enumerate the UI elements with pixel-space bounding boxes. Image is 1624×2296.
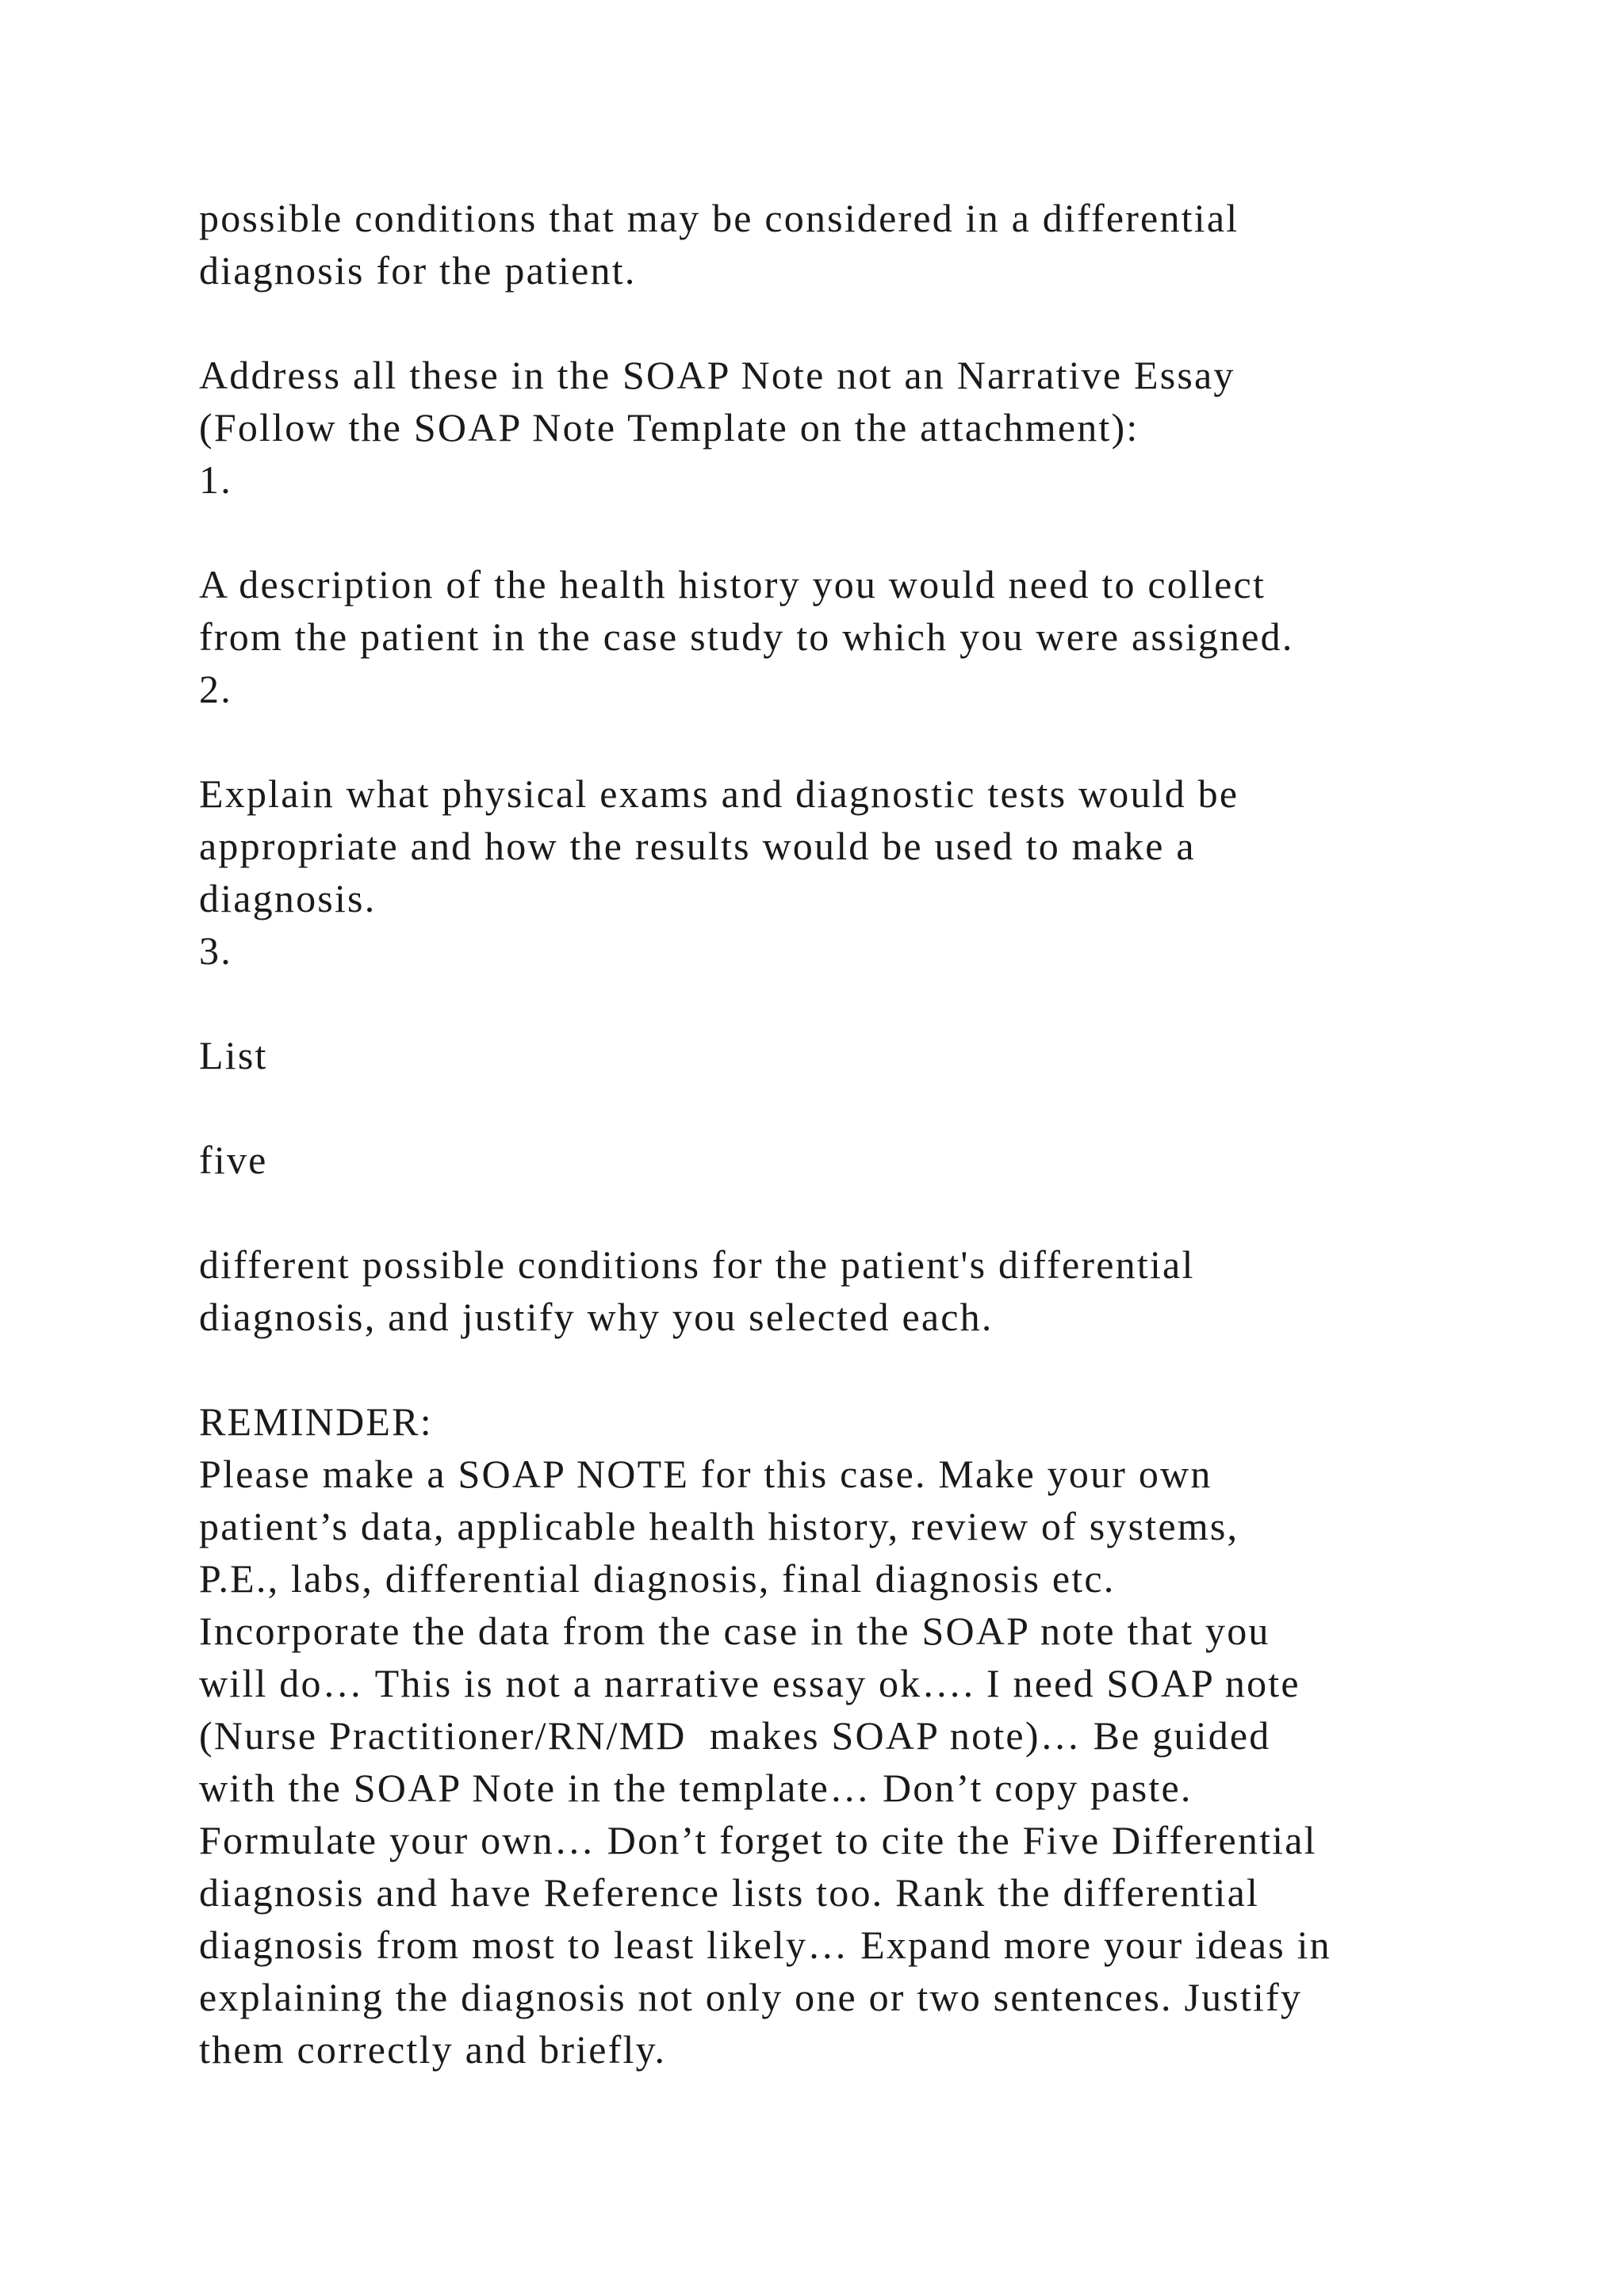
text-line: diagnosis, and justify why you selected each.: [199, 1295, 994, 1339]
text-line: five: [199, 1138, 268, 1182]
text-line: Incorporate the data from the case in the SOAP note that you: [199, 1609, 1270, 1653]
text-line: with the SOAP Note in the template… Don’t copy paste.: [199, 1766, 1193, 1810]
text-line: Please make a SOAP NOTE for this case. Make your own: [199, 1452, 1212, 1496]
blank-line: [199, 506, 1547, 558]
text-line: diagnosis.: [199, 876, 377, 920]
text-line: diagnosis and have Reference lists too. Rank the differential: [199, 1870, 1260, 1915]
text-line: List: [199, 1033, 268, 1077]
blank-line: [199, 715, 1547, 767]
blank-line: [199, 1343, 1547, 1395]
text-line: Explain what physical exams and diagnostic tests would be: [199, 771, 1239, 816]
list-number: 3.: [199, 928, 232, 973]
blank-line: [199, 977, 1547, 1029]
text-line: (Follow the SOAP Note Template on the attachment):: [199, 405, 1139, 450]
text-line: P.E., labs, differential diagnosis, final diagnosis etc.: [199, 1556, 1116, 1601]
list-number: 2.: [199, 667, 232, 711]
text-line: them correctly and briefly.: [199, 2027, 667, 2072]
text-line: diagnosis from most to least likely… Expand more your ideas in: [199, 1923, 1331, 1967]
document-body: [199, 192, 1547, 2076]
blank-line: [199, 1186, 1547, 1238]
list-number: 1.: [199, 457, 232, 502]
blank-line: [199, 297, 1547, 349]
text-line: explaining the diagnosis not only one or two sentences. Justify: [199, 1975, 1303, 2019]
text-line: Address all these in the SOAP Note not an Narrative Essay: [199, 353, 1235, 397]
text-line: patient’s data, applicable health history, review of systems,: [199, 1504, 1239, 1548]
text-line: diagnosis for the patient.: [199, 248, 637, 293]
blank-line: [199, 1081, 1547, 1134]
text-line: different possible conditions for the patient's differential: [199, 1242, 1195, 1287]
text-line: will do… This is not a narrative essay ok…. I need SOAP note: [199, 1661, 1300, 1705]
text-line: A description of the health history you would need to collect: [199, 562, 1266, 607]
text-line: Formulate your own… Don’t forget to cite the Five Differential: [199, 1818, 1317, 1862]
text-line: possible conditions that may be considered in a differential: [199, 196, 1239, 240]
reminder-heading: REMINDER:: [199, 1399, 433, 1444]
text-line: appropriate and how the results would be used to make a: [199, 824, 1196, 868]
text-line: from the patient in the case study to which you were assigned.: [199, 614, 1294, 659]
text-line: (Nurse Practitioner/RN/MD makes SOAP note)… Be guided: [199, 1713, 1271, 1758]
